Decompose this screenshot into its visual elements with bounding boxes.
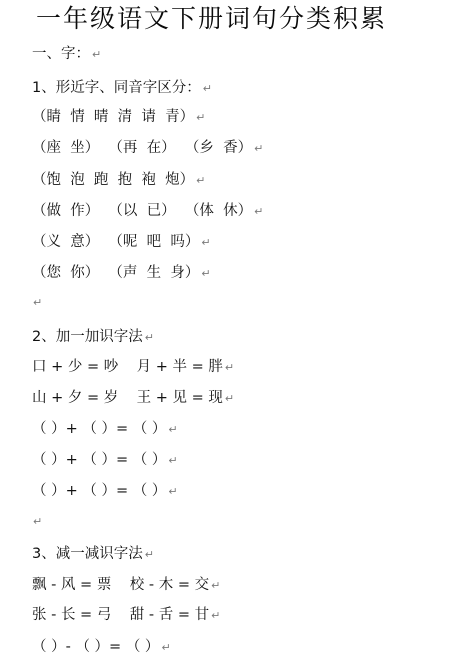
character-group-line: （饱 泡 跑 抱 袍 炮） ↵ xyxy=(32,172,206,188)
equation-line: 山 + 夕 = 岁 王 + 见 = 现 ↵ xyxy=(32,390,235,406)
paragraph-mark-icon: ↵ xyxy=(201,236,211,249)
paragraph-mark-icon: ↵ xyxy=(224,392,235,405)
blank-equation-line: （ ）+ （ ）= （ ） ↵ xyxy=(32,421,178,437)
paragraph-mark-icon: ↵ xyxy=(211,579,221,592)
subsection-heading-addition-method: 2、加一加识字法 ↵ xyxy=(32,329,154,345)
document-title: 一年级语文下册词句分类积累 xyxy=(36,4,388,33)
blank-equation-line: （ ）- （ ）= （ ） ↵ xyxy=(32,639,171,655)
equation-line: 张 - 长 = 弓 甜 - 舌 = 甘 ↵ xyxy=(32,607,221,623)
paragraph-mark-icon: ↵ xyxy=(254,142,264,155)
paragraph-mark-icon: ↵ xyxy=(211,609,221,622)
paragraph-mark-icon: ↵ xyxy=(144,548,154,561)
paragraph-mark-icon: ↵ xyxy=(168,454,178,467)
equation-line: 飘 - 风 = 票 校 - 木 = 交 ↵ xyxy=(32,577,221,593)
paragraph-mark-icon: ↵ xyxy=(168,423,178,436)
blank-equation-line: （ ）+ （ ）= （ ） ↵ xyxy=(32,483,178,499)
character-group-line: （您 你） （声 生 身） ↵ xyxy=(32,265,211,281)
paragraph-mark-icon: ↵ xyxy=(33,296,43,309)
paragraph-mark-icon: ↵ xyxy=(168,485,178,498)
paragraph-mark-icon: ↵ xyxy=(196,111,206,124)
paragraph-mark-icon: ↵ xyxy=(254,205,264,218)
paragraph-mark-icon: ↵ xyxy=(196,174,206,187)
character-group-line: （座 坐） （再 在） （乡 香） ↵ xyxy=(32,140,264,156)
paragraph-mark-icon: ↵ xyxy=(224,361,235,374)
character-group-line: （做 作） （以 已） （体 休） ↵ xyxy=(32,203,264,219)
paragraph-mark-icon: ↵ xyxy=(201,267,211,280)
character-group-line: （睛 情 晴 清 请 青） ↵ xyxy=(32,109,206,125)
blank-equation-line: （ ）+ （ ）= （ ） ↵ xyxy=(32,452,178,468)
section-heading-characters: 一、字： ↵ xyxy=(32,46,102,62)
paragraph-mark-icon: ↵ xyxy=(161,641,171,654)
paragraph-mark-icon: ↵ xyxy=(92,48,102,61)
subsection-heading-subtraction-method: 3、减一减识字法 ↵ xyxy=(32,546,154,562)
character-group-line: （义 意） （呢 吧 吗） ↵ xyxy=(32,234,211,250)
subsection-heading-similar-characters: 1、形近字、同音字区分： ↵ xyxy=(32,80,212,96)
paragraph-mark-icon: ↵ xyxy=(144,331,154,344)
paragraph-mark-icon: ↵ xyxy=(202,82,212,95)
paragraph-mark-icon: ↵ xyxy=(33,515,43,528)
equation-line: 口 + 少 = 吵 月 + 半 = 胖 ↵ xyxy=(32,359,235,375)
